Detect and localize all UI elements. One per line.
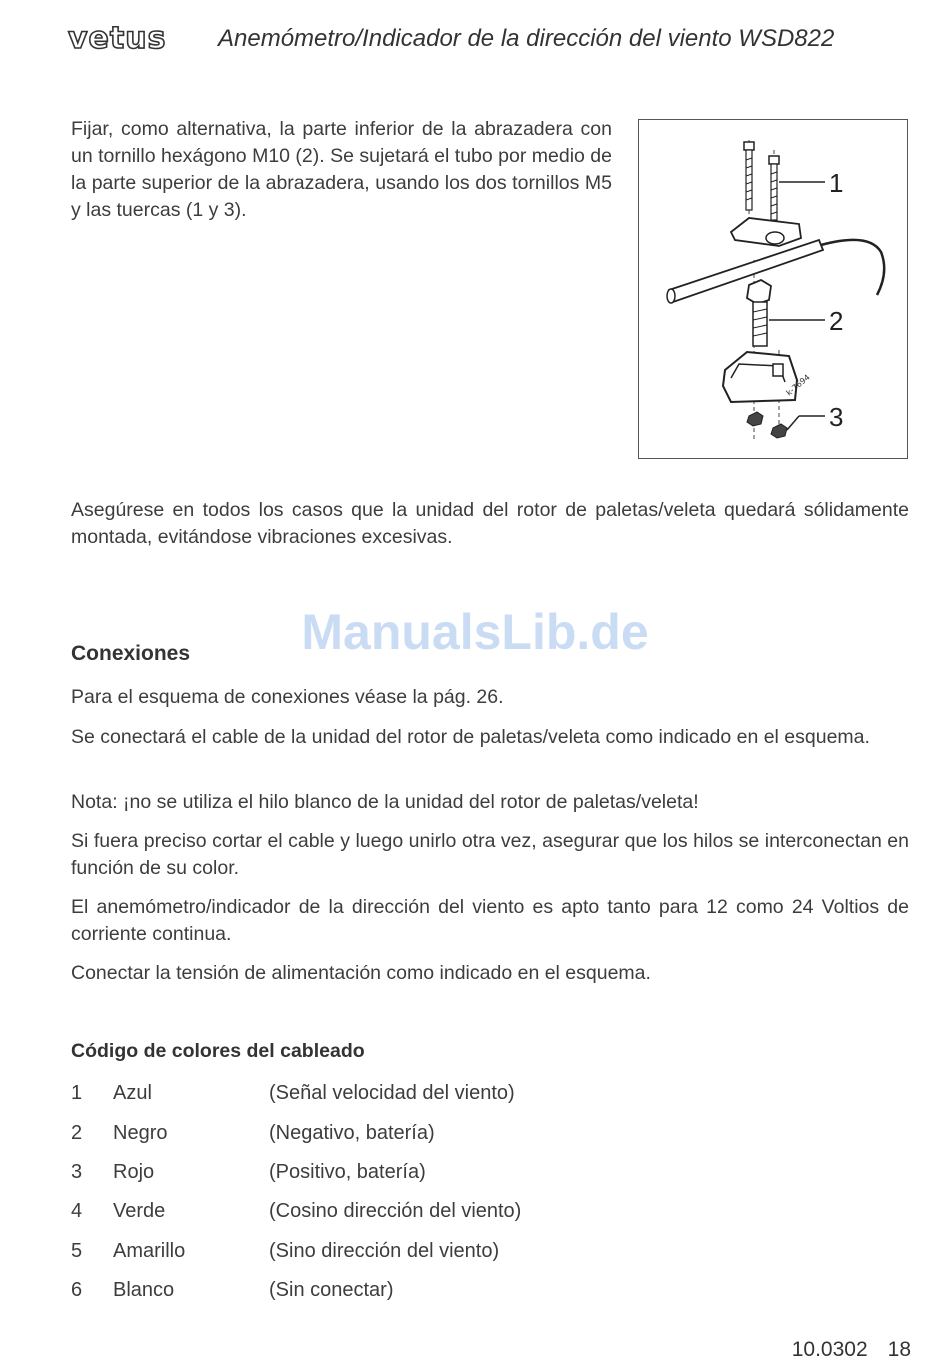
drawing-code: k-7694 <box>784 372 812 398</box>
wire-color: Rojo <box>113 1160 155 1183</box>
wire-number: 4 <box>71 1200 83 1223</box>
wire-description: (Sin conectar) <box>269 1279 394 1302</box>
nut-right <box>771 424 787 438</box>
wire-description: (Sino dirección del viento) <box>269 1239 500 1262</box>
mounting-note: Asegúrese en todos los casos que la unidad del rotor de paletas/veleta quedará sólidamente montada, evitándose vibraciones excesivas. <box>71 499 909 548</box>
wire-description: (Señal velocidad del viento) <box>269 1082 515 1105</box>
table-row <box>71 1232 521 1271</box>
wire-number: 2 <box>71 1121 83 1144</box>
wire-color-table <box>71 1074 521 1310</box>
m5-screw-left <box>744 142 754 210</box>
wire-colors-title: Código de colores del cableado <box>71 1040 365 1062</box>
connections-paragraph: El anemómetro/indicador de la dirección del viento es apto tanto para 12 como 24 Voltios de corriente continua. <box>71 896 909 945</box>
upper-clamp <box>731 218 801 246</box>
clamp-ring <box>766 232 784 244</box>
nut-left <box>747 412 763 426</box>
wire-description: (Positivo, batería) <box>269 1160 426 1183</box>
connections-note: Nota: ¡no se utiliza el hilo blanco de la unidad del rotor de paletas/veleta! <box>71 791 699 813</box>
watermark: ManualsLib.de <box>301 604 649 660</box>
m5-screw-right <box>769 156 779 220</box>
wire-number: 3 <box>71 1160 83 1183</box>
table-row <box>71 1074 521 1113</box>
table-row <box>71 1271 521 1310</box>
page-footer <box>772 1336 911 1364</box>
document-code: 10.0302 <box>791 1338 868 1361</box>
wire-description: (Cosino dirección del viento) <box>269 1200 522 1223</box>
wire-color: Verde <box>113 1200 166 1223</box>
wire-number: 6 <box>71 1279 83 1302</box>
wire-number: 5 <box>71 1239 83 1262</box>
wire-number: 1 <box>71 1082 83 1105</box>
callout-2: 2 <box>829 306 844 336</box>
wire-color: Amarillo <box>113 1239 186 1262</box>
wire-color: Blanco <box>113 1279 175 1302</box>
mounting-figure <box>638 119 908 459</box>
callout-1: 1 <box>829 168 844 198</box>
connections-paragraph: Se conectará el cable de la unidad del rotor de paletas/veleta como indicado en el esquema. <box>71 726 870 748</box>
connections-paragraph: Para el esquema de conexiones véase la pág. 26. <box>71 686 504 708</box>
connections-title: Conexiones <box>71 642 191 665</box>
mounting-diagram <box>639 120 909 460</box>
mast-tube <box>669 240 823 302</box>
vetus-logo: vetus <box>68 21 167 56</box>
table-row <box>71 1192 521 1231</box>
table-row <box>71 1113 521 1152</box>
sensor-cable <box>821 240 884 295</box>
wire-color: Azul <box>113 1082 152 1105</box>
page-number: 18 <box>887 1338 911 1361</box>
intro-paragraph: Fijar, como alternativa, la parte inferior de la abrazadera con un tornillo hexágono M10 (2). Se sujetará el tubo por medio de la parte superior de la abrazadera, usando los dos tornillos M5 y las tuercas (1 y 3). <box>71 118 612 221</box>
wire-color: Negro <box>113 1121 168 1144</box>
header-title: Anemómetro/Indicador de la dirección del viento WSD822 <box>218 25 835 52</box>
connections-paragraph: Conectar la tensión de alimentación como indicado en el esquema. <box>71 962 651 984</box>
wire-description: (Negativo, batería) <box>269 1121 435 1144</box>
callout-line-3a <box>787 416 799 430</box>
table-row <box>71 1153 521 1192</box>
connections-paragraph: Si fuera preciso cortar el cable y luego unirlo otra vez, asegurar que los hilos se interconectan en función de su color. <box>71 830 909 879</box>
callout-3: 3 <box>829 402 844 432</box>
tube-end <box>667 289 675 303</box>
lower-clamp <box>723 352 797 402</box>
m10-bolt <box>747 280 771 346</box>
